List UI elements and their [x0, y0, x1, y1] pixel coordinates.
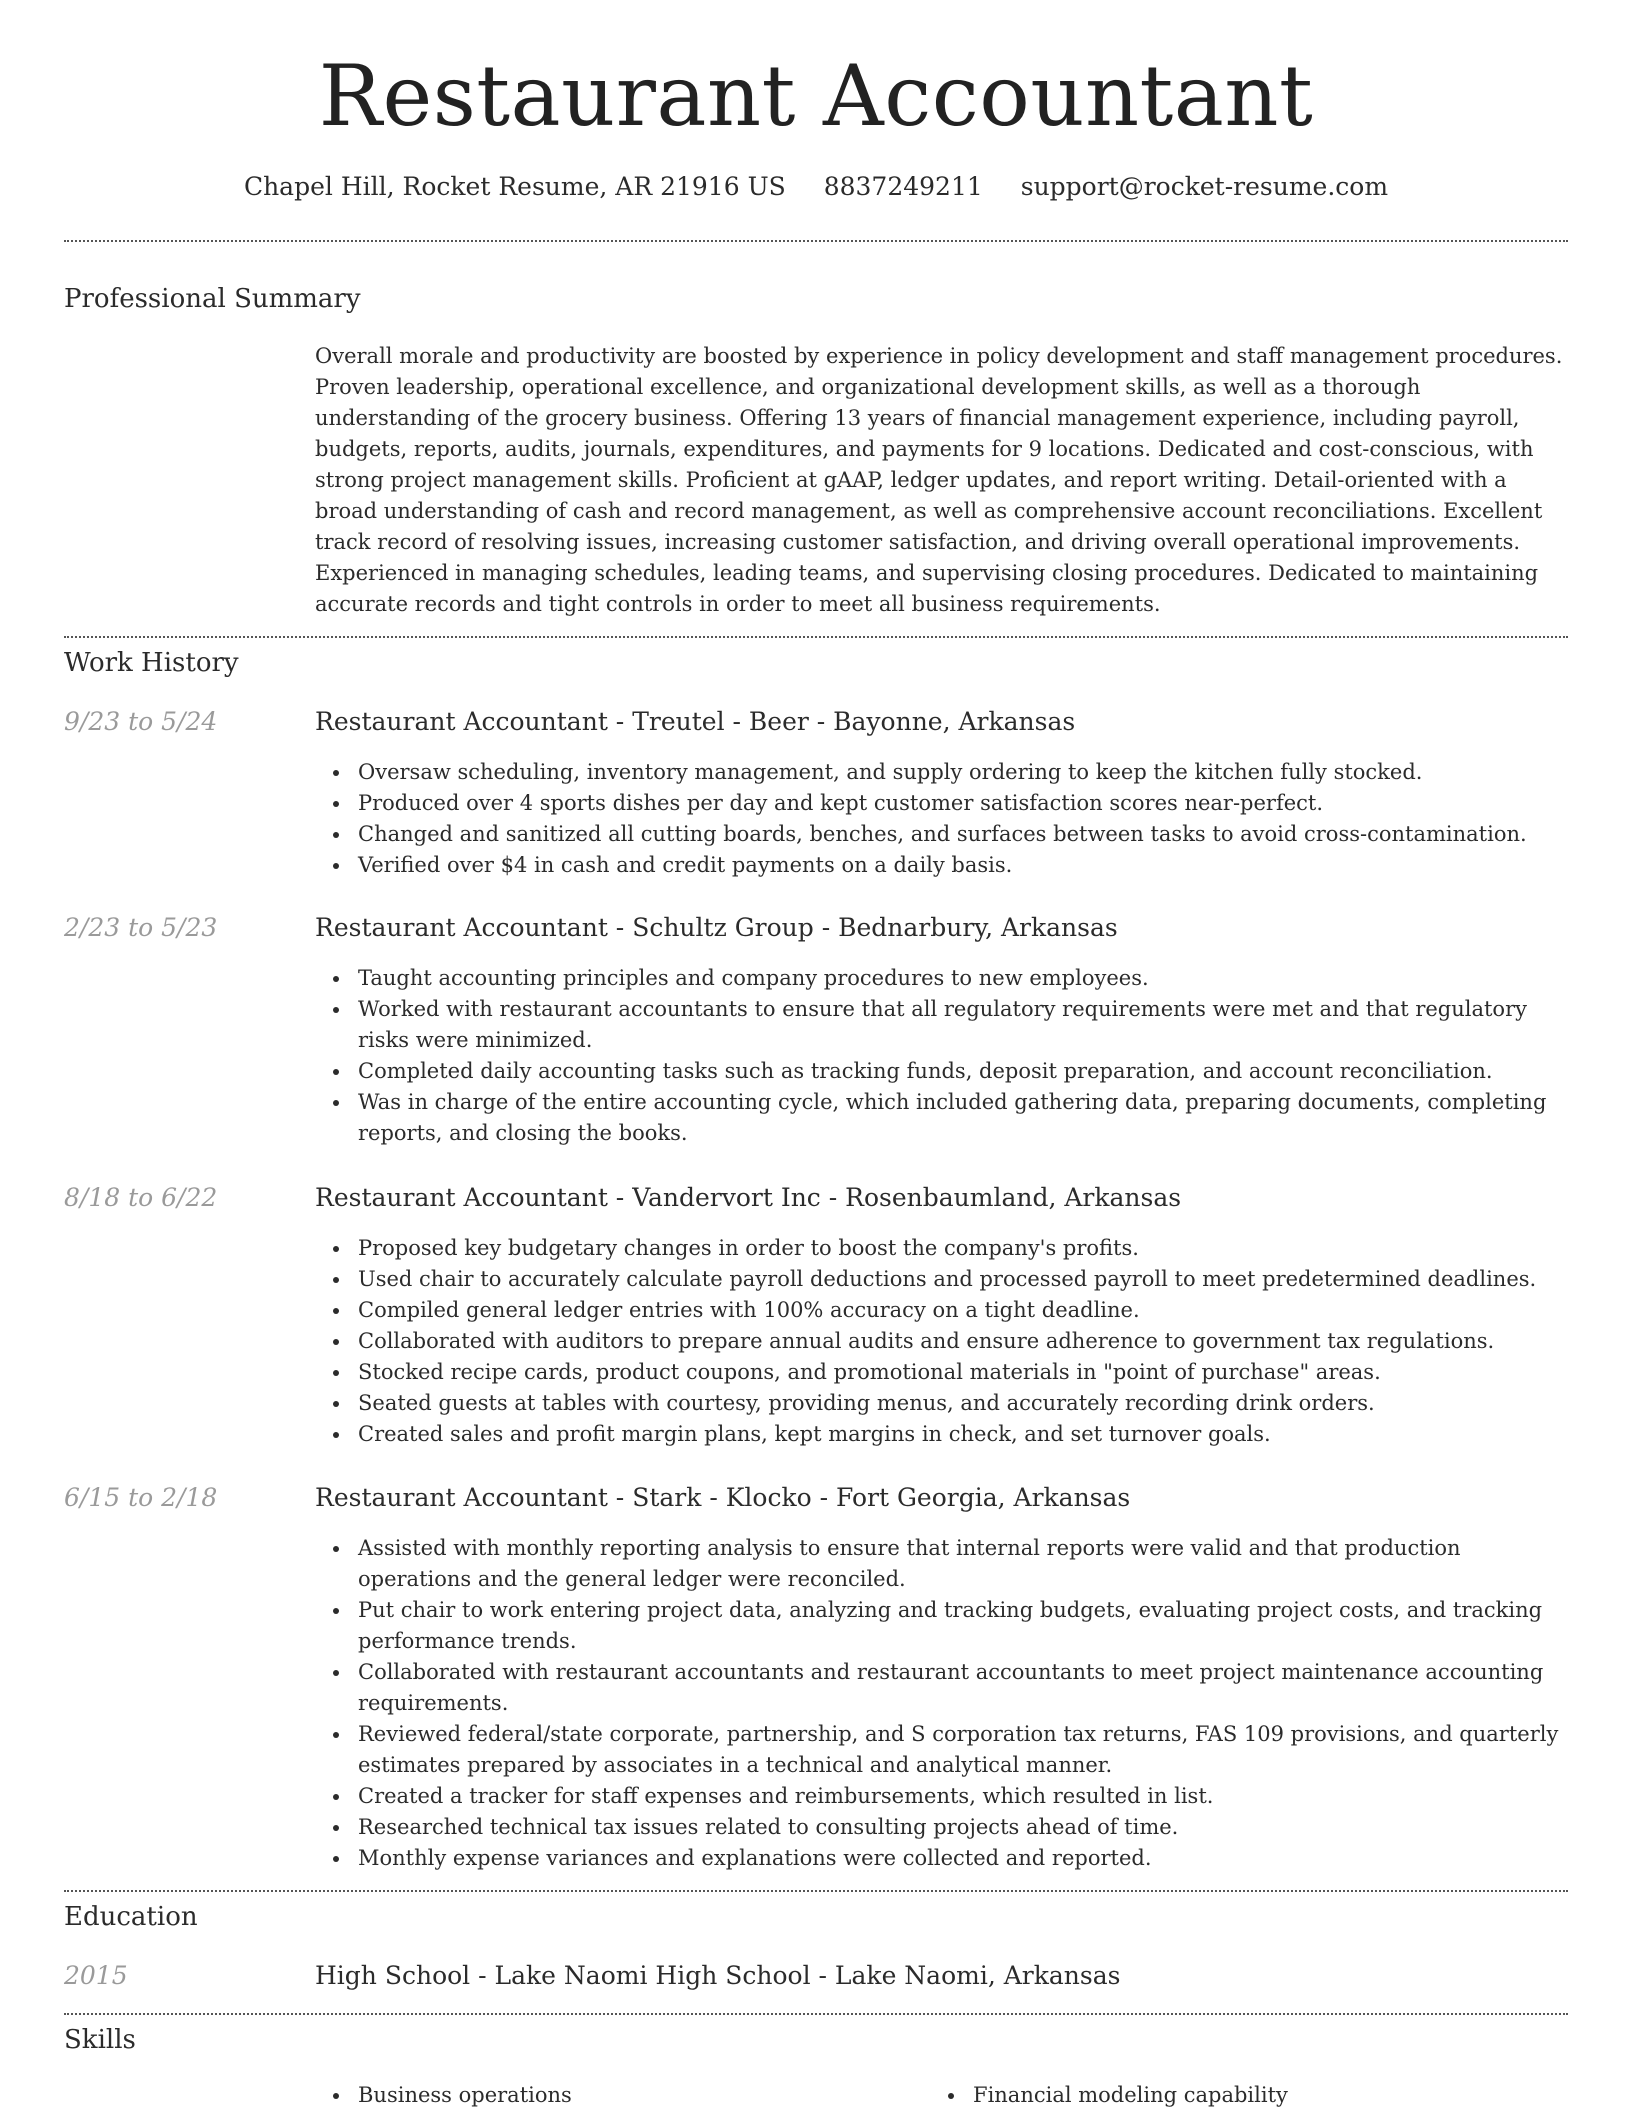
job-bullet: Created a tracker for staff expenses and reimbursements, which resulted in list.	[358, 1781, 1570, 1812]
job-bullet: Produced over 4 sports dishes per day and kept customer satisfaction scores near-perfect.	[358, 788, 1570, 819]
job-bullet: Reviewed federal/state corporate, partnership, and S corporation tax returns, FAS 109 provisions, and quarterly estimates prepared by associates in a technical and analytical manner.	[358, 1719, 1570, 1781]
job-bullet: Taught accounting principles and company procedures to new employees.	[358, 963, 1570, 994]
job-bullet: Put chair to work entering project data, analyzing and tracking budgets, evaluating project costs, and tracking performance trends.	[358, 1595, 1570, 1657]
job-bullet: Compiled general ledger entries with 100% accuracy on a tight deadline.	[358, 1295, 1570, 1326]
job-dates: 8/18 to 6/22	[64, 1183, 218, 1212]
candidate-name: Restaurant Accountant	[318, 47, 1314, 145]
section-divider	[64, 2013, 1568, 2015]
job-bullet: Worked with restaurant accountants to ensure that all regulatory requirements were met and that regulatory risks were minimized.	[358, 994, 1570, 1056]
contact-email: support@rocket-resume.com	[1020, 172, 1389, 201]
skills-list-left	[315, 2080, 915, 2111]
job-bullet: Stocked recipe cards, product coupons, and promotional materials in "point of purchase" areas.	[358, 1357, 1570, 1388]
skills-list-right	[930, 2080, 1530, 2111]
job-bullet: Oversaw scheduling, inventory management, and supply ordering to keep the kitchen fully stocked.	[358, 757, 1570, 788]
job-bullet: Collaborated with auditors to prepare annual audits and ensure adherence to government tax regulations.	[358, 1326, 1570, 1357]
skill-item: Financial modeling capability	[973, 2080, 1530, 2111]
section-divider	[64, 1890, 1568, 1892]
work-history-heading: Work History	[64, 648, 239, 678]
job-bullets	[315, 1233, 1570, 1450]
job-bullet: Monthly expense variances and explanations were collected and reported.	[358, 1843, 1570, 1874]
skill-item: Business operations	[358, 2080, 915, 2111]
contact-line	[0, 172, 1632, 201]
job-bullets	[315, 757, 1570, 881]
summary-heading: Professional Summary	[64, 284, 361, 314]
job-bullet: Changed and sanitized all cutting boards, benches, and surfaces between tasks to avoid cross-contamination.	[358, 819, 1570, 850]
job-dates: 2/23 to 5/23	[64, 913, 218, 942]
job-bullet: Verified over $4 in cash and credit payments on a daily basis.	[358, 850, 1570, 881]
job-bullet: Collaborated with restaurant accountants and restaurant accountants to meet project maintenance accounting requirements.	[358, 1657, 1570, 1719]
job-title: Restaurant Accountant - Stark - Klocko - Fort Georgia, Arkansas	[315, 1483, 1131, 1512]
job-bullet: Researched technical tax issues related to consulting projects ahead of time.	[358, 1812, 1570, 1843]
job-dates: 9/23 to 5/24	[64, 707, 218, 736]
job-bullet: Seated guests at tables with courtesy, providing menus, and accurately recording drink orders.	[358, 1388, 1570, 1419]
job-bullet: Completed daily accounting tasks such as tracking funds, deposit preparation, and account reconciliation.	[358, 1056, 1570, 1087]
job-bullet: Assisted with monthly reporting analysis to ensure that internal reports were valid and that production operations and the general ledger were reconciled.	[358, 1533, 1570, 1595]
section-divider	[64, 240, 1568, 242]
job-dates: 6/15 to 2/18	[64, 1483, 218, 1512]
job-title: Restaurant Accountant - Vandervort Inc - Rosenbaumland, Arkansas	[315, 1183, 1182, 1212]
job-title: Restaurant Accountant - Treutel - Beer - Bayonne, Arkansas	[315, 707, 1076, 736]
contact-phone: 8837249211	[823, 172, 983, 201]
education-heading: Education	[64, 1902, 198, 1932]
section-divider	[64, 636, 1568, 638]
job-bullet: Used chair to accurately calculate payroll deductions and processed payroll to meet predetermined deadlines.	[358, 1264, 1570, 1295]
job-bullet: Proposed key budgetary changes in order to boost the company's profits.	[358, 1233, 1570, 1264]
job-bullets	[315, 963, 1570, 1149]
job-bullet: Was in charge of the entire accounting cycle, which included gathering data, preparing documents, completing reports, and closing the books.	[358, 1087, 1570, 1149]
summary-text: Overall morale and productivity are boosted by experience in policy development and staff management procedures. Proven leadership, operational excellence, and organizational development skills, as well as a thorough understanding of the grocery business. Offering 13 years of financial management experience, including payroll, budgets, reports, audits, journals, expenditures, and payments for 9 locations. Dedicated and cost-conscious, with strong project management skills. Proficient at gAAP, ledger updates, and report writing. Detail-oriented with a broad understanding of cash and record management, as well as comprehensive account reconciliations. Excellent track record of resolving issues, increasing customer satisfaction, and driving overall operational improvements. Experienced in managing schedules, leading teams, and supervising closing procedures. Dedicated to maintaining accurate records and tight controls in order to meet all business requirements.	[315, 344, 1563, 616]
skills-heading: Skills	[64, 2025, 136, 2055]
job-title: Restaurant Accountant - Schultz Group - Bednarbury, Arkansas	[315, 913, 1118, 942]
education-entry: High School - Lake Naomi High School - Lake Naomi, Arkansas	[315, 1961, 1121, 1990]
job-bullet: Created sales and profit margin plans, kept margins in check, and set turnover goals.	[358, 1419, 1570, 1450]
job-bullets	[315, 1533, 1570, 1874]
contact-address: Chapel Hill, Rocket Resume, AR 21916 US	[243, 172, 786, 201]
education-year: 2015	[64, 1961, 128, 1990]
